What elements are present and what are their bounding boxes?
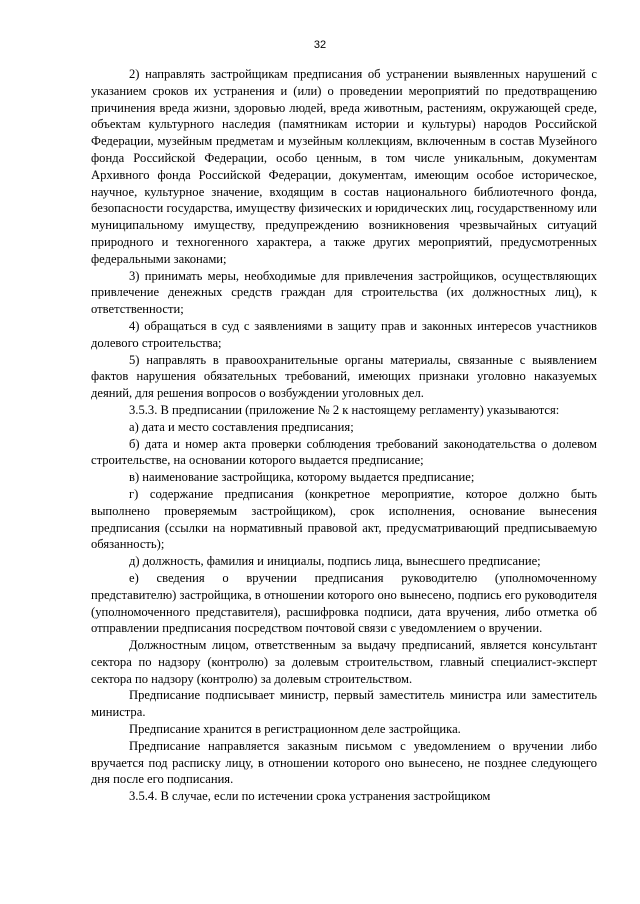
paragraph: Должностным лицом, ответственным за выдачу предписаний, является консультант сектора по надзору (контролю) за долевым строительством, главный специалист-эксперт сектора по надзору (контролю) за долевым строительством. xyxy=(91,638,597,686)
paragraph: 2) направлять застройщикам предписания об устранении выявленных нарушений с указанием сроков их устранения и (или) о проведении мероприятий по предотвращению причинения вреда жизни, здоровью людей, вреда животным, растениям, окружающей среде, объектам культурного наследия (памятникам истории и культуры) народов Российской Федерации, музейным предметам и музейным коллекциям, включенным в состав Музейного фонда Российской Федерации, особо ценным, в том числе уникальным, документам Архивного фонда Российской Федерации, документам, имеющим особое историческое, научное, культурное значение, входящим в состав национального библиотечного фонда, безопасности государства, имуществу физических и юридических лиц, государственному или муниципальному имуществу, предупреждению возникновения чрезвычайных ситуаций природного и техногенного характера, а также других мероприятий, предусмотренных федеральными законами; xyxy=(91,67,597,266)
paragraph: 4) обращаться в суд с заявлениями в защиту прав и законных интересов участников долевого строительства; xyxy=(91,318,597,350)
paragraph: 5) направлять в правоохранительные органы материалы, связанные с выявлением фактов нарушения обязательных требований, имеющих признаки уголовно наказуемых деяний, для решения вопросов о возбуждении уголовных дел. xyxy=(91,352,597,401)
page-number: 32 xyxy=(313,39,327,51)
paragraph: б) дата и номер акта проверки соблюдения требований законодательства о долевом строительстве, на основании которого выдается предписание; xyxy=(91,436,597,468)
paragraph: Предписание направляется заказным письмом с уведомлением о вручении либо вручается под расписку лицу, в отношении которого оно вынесено, не позднее следующего дня после его подписания. xyxy=(91,738,597,787)
document-body xyxy=(91,66,597,805)
paragraph: д) должность, фамилия и инициалы, подпись лица, вынесшего предписание; xyxy=(129,554,541,569)
paragraph: Предписание хранится в регистрационном деле застройщика. xyxy=(129,722,461,737)
paragraph: е) сведения о вручении предписания руководителю (уполномоченному представителю) застройщика, в отношении которого оно вынесено, подпись его руководителя (уполномоченного представителя), расшифровка подписи, дата вручения, либо отметка об отправлении предписания посредством почтовой связи с уведомлением о вручении. xyxy=(91,570,597,636)
paragraph: в) наименование застройщика, которому выдается предписание; xyxy=(129,470,475,485)
paragraph: Предписание подписывает министр, первый заместитель министра или заместитель министра. xyxy=(91,688,597,720)
paragraph: 3.5.3. В предписании (приложение № 2 к настоящему регламенту) указываются: xyxy=(129,402,560,417)
paragraph: г) содержание предписания (конкретное мероприятие, которое должно быть выполнено проверяемым застройщиком), срок исполнения, основание вынесения предписания (ссылки на нормативный правовой акт, предусматривающий предписываемую обязанность); xyxy=(91,486,597,552)
paragraph: 3) принимать меры, необходимые для привлечения застройщиков, осуществляющих привлечение денежных средств граждан для строительства (их должностных лиц), к ответственности; xyxy=(91,268,597,317)
paragraph: а) дата и место составления предписания; xyxy=(129,419,354,434)
paragraph: 3.5.4. В случае, если по истечении срока устранения застройщиком xyxy=(129,789,491,804)
